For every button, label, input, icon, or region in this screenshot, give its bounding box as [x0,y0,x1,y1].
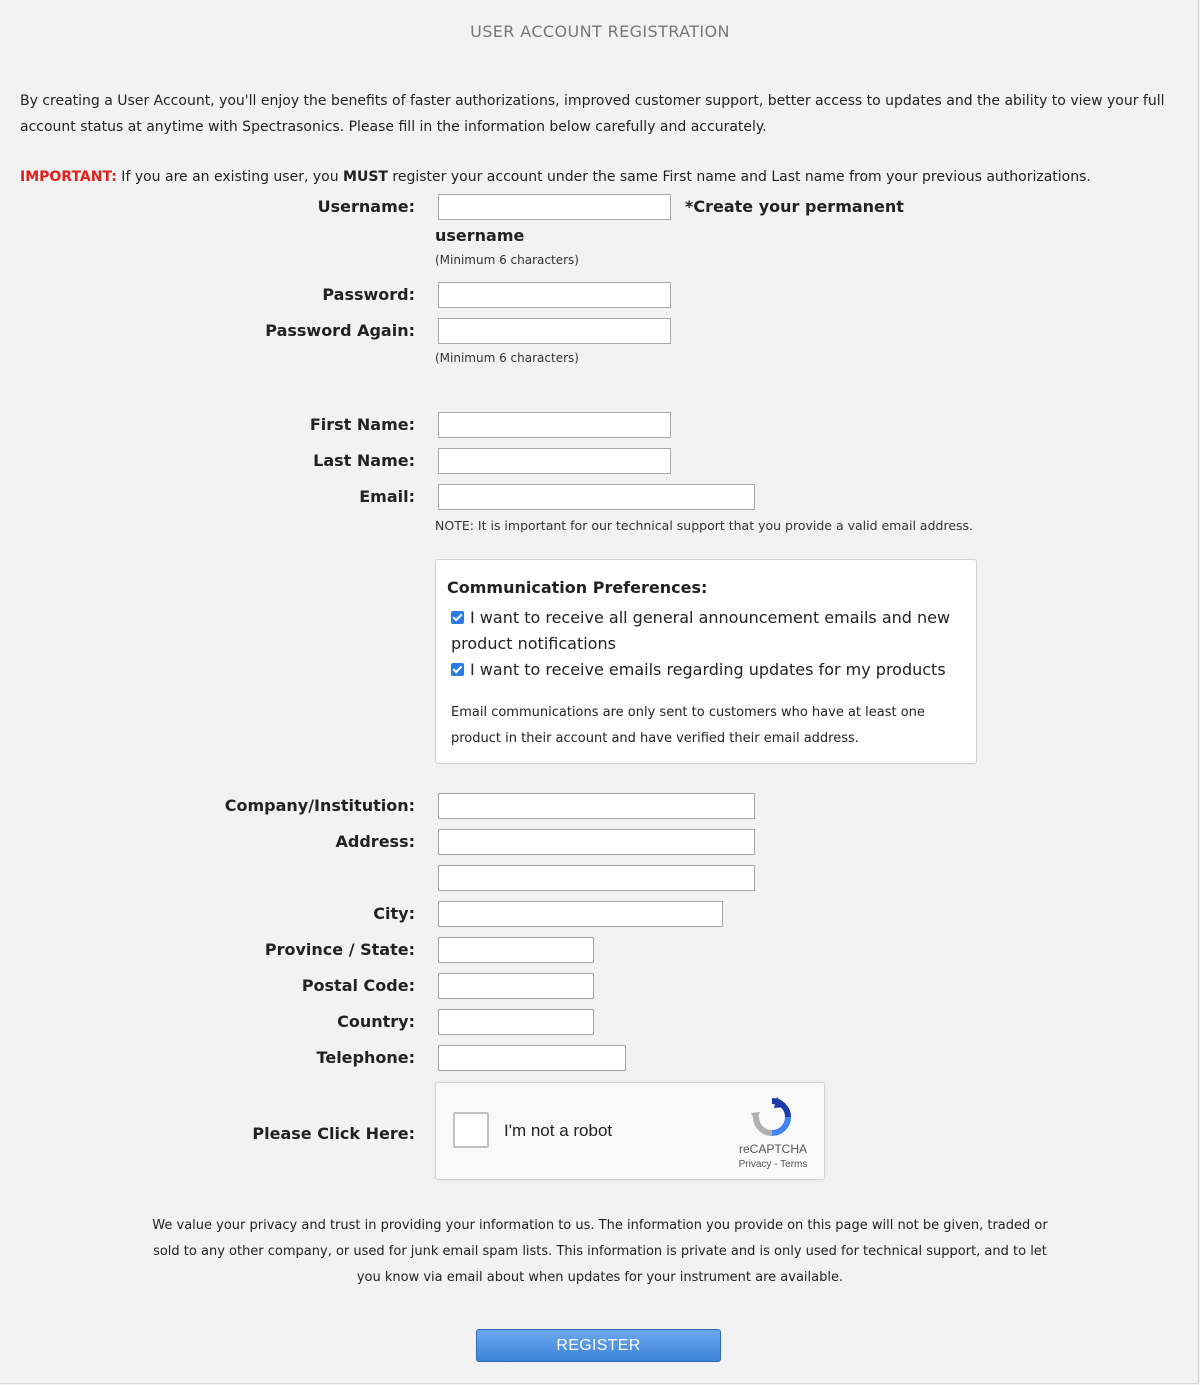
recaptcha-brand: reCAPTCHA [738,1142,807,1156]
updates-checkbox[interactable] [451,663,464,676]
page-title: USER ACCOUNT REGISTRATION [470,22,730,41]
updates-label: I want to receive emails regarding updates for my products [470,660,946,679]
last-name-input[interactable] [438,448,671,474]
important-label: IMPORTANT: [20,169,117,185]
email-label: Email: [359,487,415,506]
preferences-note: Email communications are only sent to customers who have at least one product in their account and have verified their email address. [451,705,925,746]
email-note: NOTE: It is important for our technical support that you provide a valid email address. [435,518,974,533]
city-label: City: [373,904,415,923]
password-again-input[interactable] [438,318,671,344]
communication-preferences-panel [435,559,977,764]
recaptcha-text: I'm not a robot [504,1121,613,1140]
address-line1-input[interactable] [438,829,755,855]
important-text-2: register your account under the same First name and Last name from your previous authorizations. [387,169,1091,185]
recaptcha-terms-link[interactable]: Privacy - Terms [738,1159,808,1170]
first-name-input[interactable] [438,412,671,438]
preferences-heading: Communication Preferences: [447,578,708,597]
preference-option-announcements[interactable] [451,605,966,657]
privacy-statement: We value your privacy and trust in providing your information to us. The information you provide on this page will not be given, traded or sold to any other company, or used for junk email spam lists. This information is private and is only used for technical support, and to let you know via email about when updates for your instrument are available. [152,1218,1048,1285]
password-again-label: Password Again: [265,321,415,340]
password-min-hint: (Minimum 6 characters) [435,351,579,365]
announcements-label: I want to receive all general announcement emails and new product notifications [451,608,951,653]
password-input[interactable] [438,282,671,308]
recaptcha-logo-icon [750,1095,794,1139]
telephone-input[interactable] [438,1045,626,1071]
company-label: Company/Institution: [224,796,415,815]
preference-option-updates[interactable] [451,657,966,683]
announcements-checkbox[interactable] [451,611,464,624]
company-input[interactable] [438,793,755,819]
important-notice [20,166,1190,188]
username-min-hint: (Minimum 6 characters) [435,253,579,267]
country-label: Country: [337,1012,415,1031]
city-input[interactable] [438,901,723,927]
country-input[interactable] [438,1009,594,1035]
important-must: MUST [343,169,388,185]
important-text-1: If you are an existing user, you [116,169,344,185]
username-label: Username: [317,197,415,216]
postal-code-input[interactable] [438,973,594,999]
username-note-2: username [435,226,525,245]
first-name-label: First Name: [309,415,415,434]
intro-text: By creating a User Account, you'll enjoy the benefits of faster authorizations, improved customer support, better access to updates and the ability to view your full account status at anytime with Spectrasonics. Please fill in the information below carefully and accurately. [20,93,1165,135]
address-line2-input[interactable] [438,865,755,891]
province-input[interactable] [438,937,594,963]
recaptcha-widget [435,1082,825,1180]
email-input[interactable] [438,484,755,510]
captcha-label: Please Click Here: [252,1124,415,1143]
register-button[interactable]: REGISTER [476,1329,721,1362]
password-label: Password: [322,285,415,304]
postal-code-label: Postal Code: [301,976,415,995]
telephone-label: Telephone: [316,1048,415,1067]
recaptcha-checkbox[interactable] [453,1112,489,1148]
last-name-label: Last Name: [313,451,415,470]
province-label: Province / State: [264,940,415,959]
username-note-1: *Create your permanent [685,197,904,216]
username-input[interactable] [438,194,671,220]
address-label: Address: [335,832,415,851]
